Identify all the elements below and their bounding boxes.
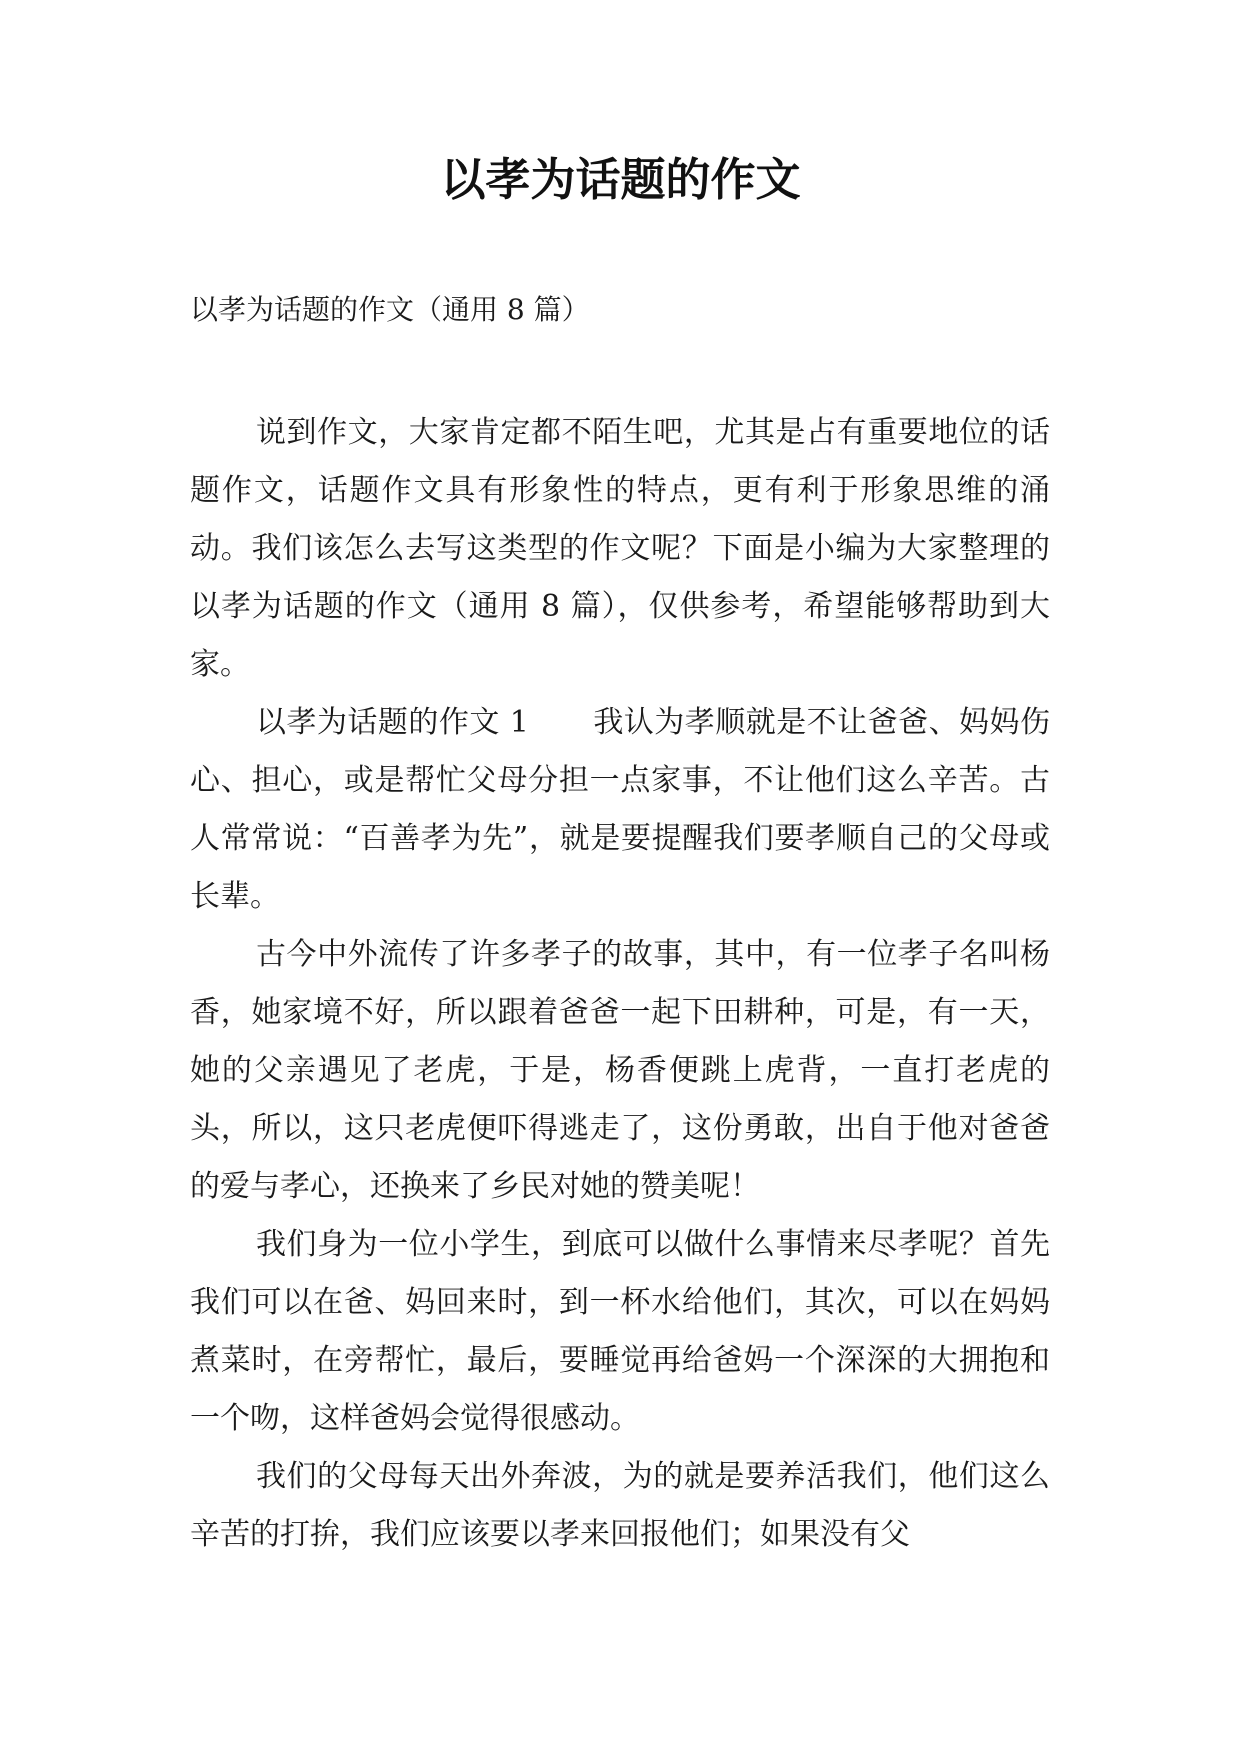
paragraph-intro xyxy=(190,404,1050,694)
paragraph-essay-1-start xyxy=(190,694,1050,926)
essay-heading: 以孝为话题的作文 1 xyxy=(256,705,529,740)
paragraph-text: 古今中外流传了许多孝子的故事，其中，有一位孝子名叫杨香，她家境不好，所以跟着爸爸一起下田耕种，可是，有一天，她的父亲遇见了老虎，于是，杨香便跳上虎背，一直打老虎的头，所以，这只老虎便吓得逃走了，这份勇敢，出自于他对爸爸的爱与孝心，还换来了乡民对她的赞美呢！ xyxy=(190,937,1050,1204)
paragraph-student xyxy=(190,1216,1050,1448)
paragraph-text: 我认为孝顺就是不让爸爸、妈妈伤心、担心，或是帮忙父母分担一点家事，不让他们这么辛苦。古人常常说：“百善孝为先”，就是要提醒我们要孝顺自己的父母或长辈。 xyxy=(190,705,1050,914)
paragraph-story xyxy=(190,926,1050,1216)
document-title: 以孝为话题的作文 xyxy=(440,153,801,206)
paragraph-text: 我们身为一位小学生，到底可以做什么事情来尽孝呢？首先我们可以在爸、妈回来时，到一杯水给他们，其次，可以在妈妈煮菜时，在旁帮忙，最后，要睡觉再给爸妈一个深深的大拥抱和一个吻，这样爸妈会觉得很感动。 xyxy=(190,1227,1050,1436)
document-body xyxy=(190,404,1050,1564)
paragraph-text: 说到作文，大家肯定都不陌生吧，尤其是占有重要地位的话题作文，话题作文具有形象性的特点，更有利于形象思维的涌动。我们该怎么去写这类型的作文呢？下面是小编为大家整理的以孝为话题的作文（通用 8 篇），仅供参考，希望能够帮助到大家。 xyxy=(190,415,1050,682)
paragraph-text: 我们的父母每天出外奔波，为的就是要养活我们，他们这么辛苦的打拚，我们应该要以孝来回报他们；如果没有父 xyxy=(190,1459,1050,1552)
paragraph-parents xyxy=(190,1448,1050,1564)
document-subtitle: 以孝为话题的作文（通用 8 篇） xyxy=(190,293,590,326)
